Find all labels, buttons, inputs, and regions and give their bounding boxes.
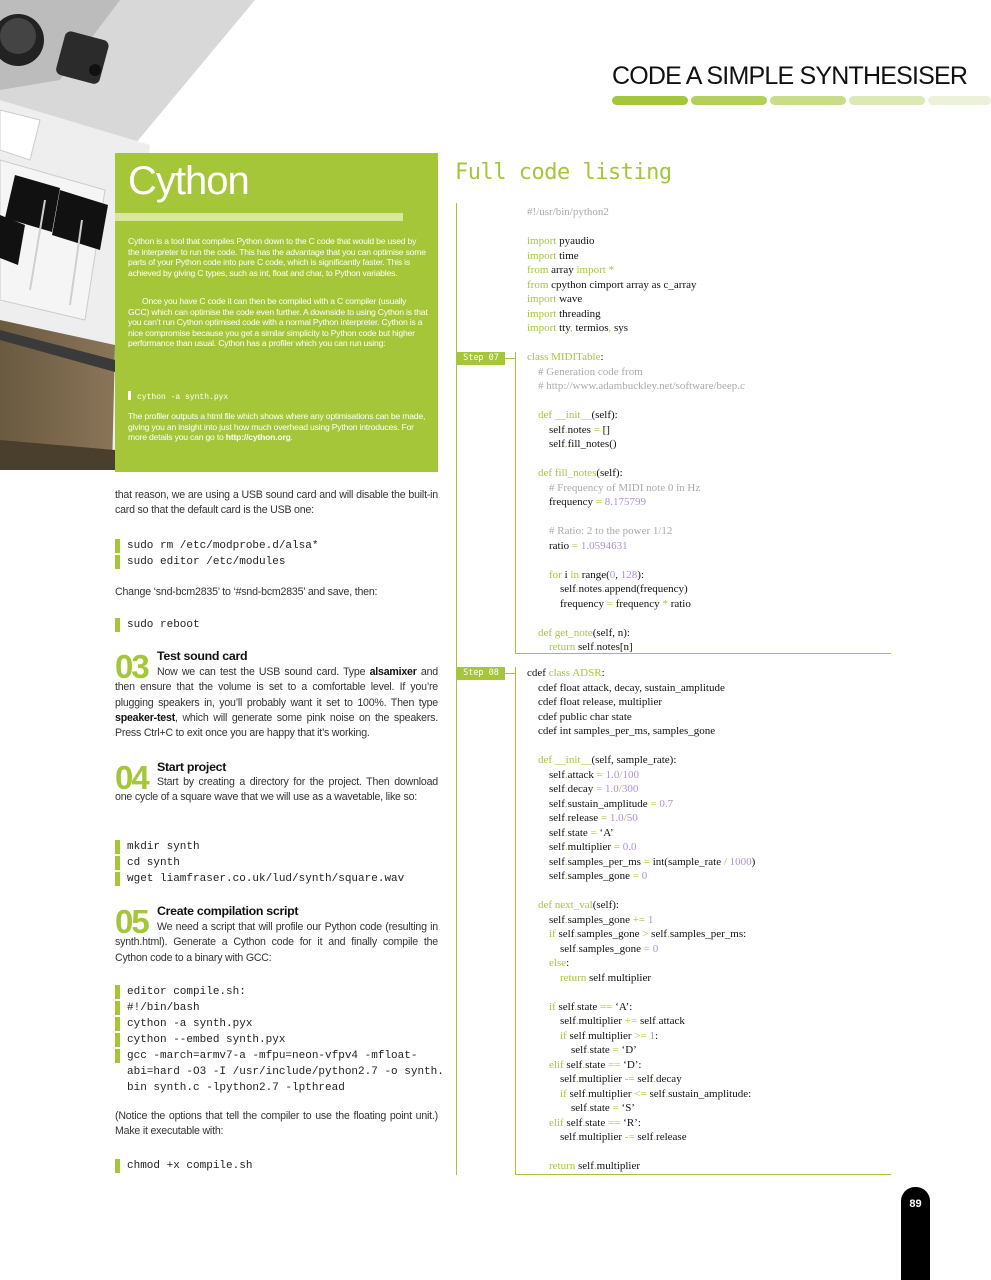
cython-sidebar: [115, 153, 438, 472]
command-line: cython --embed synth.pyx: [115, 1032, 444, 1048]
command-line-continued: abi=hard -O3 -I /usr/include/python2.7 -o synth.: [127, 1066, 444, 1078]
header-bar-4: [849, 96, 925, 105]
notice-paragraph: (Notice the options that tell the compiler to use the floating point unit.) Make it executable with:: [115, 1110, 438, 1138]
step-03-text-1: Now we can test the USB sound card. Type: [157, 666, 370, 678]
cython-p3-end: .: [290, 432, 293, 443]
step-08-bracket-bottom: [515, 1174, 891, 1175]
step-03-title: Test sound card: [157, 649, 248, 663]
step-03-bold-2: speaker-test: [115, 711, 176, 724]
cython-link[interactable]: http://cython.org: [225, 432, 291, 443]
step-08-bracket: [515, 667, 516, 1175]
code-header-block: #!/usr/bin/python2 import pyaudio import time from array import * from cpython cimport array as c_array import wave import threading import tty, termios, sys: [527, 206, 697, 334]
command-line: editor compile.sh:: [115, 984, 444, 1000]
cython-paragraph-3: [128, 411, 428, 443]
code-miditable-class: class MIDITable: # Generation code from # http://www.adambuckley.net/software/beep.c def __init__(self): self.notes = [] self.fill_notes() def fill_notes(self): # Frequency of MIDI note 0 in Hz frequency = 8.175799 # Ratio: 2 to the power 1/12 ratio = 1.0594631 for i in range(0, 128): self.notes.append(frequency) frequency = frequency * ratio def get_note(self, n): return self.notes[n]: [527, 351, 745, 653]
step-03-body: [115, 665, 438, 741]
step-08-tag: Step 08: [457, 667, 505, 680]
header-progress-bars: [612, 96, 991, 105]
command-line: cd synth: [115, 855, 404, 871]
step-05-number: 05: [115, 903, 148, 940]
cython-title: Cython: [128, 159, 249, 203]
cython-title-rule: [115, 213, 403, 221]
code-listing-title: Full code listing: [455, 160, 672, 185]
page-number-tab: [901, 1187, 930, 1280]
step-05-title: Create compilation script: [157, 904, 299, 918]
command-line: mkdir synth: [115, 839, 404, 855]
command-block-1: [115, 538, 318, 570]
code-adsr-class: cdef class ADSR: cdef float attack, decay, sustain_amplitude cdef float release, multiplier cdef public char state cdef int samples_per_ms, samples_gone def __init__(self, sample_rate): self.attack = 1.0/100 self.decay = 1.0/300 self.sustain_amplitude = 0.7 self.release = 1.0/50 self.state = ‘A’ self.multiplier = 0.0 self.samples_per_ms = int(sample_rate / 1000) self.samples_gone = 0 def next_val(self): self.samples_gone += 1 if self.samples_gone > self.samples_per_ms: self.samples_gone = 0 else: return self.multiplier if self.state == ‘A’: self.multiplier += self.attack if self.multiplier >= 1: self.state = ‘D’ elif self.state == ‘D’: self.multiplier -= self.decay if self.multiplier <= self.sustain_amplitude: self.state = ‘S’ elif self.state == ‘R’: self.multiplier -= self.release return self.multiplier: [527, 667, 756, 1172]
step-03-text-3: , which will generate some pink noise on the speakers. Press Ctrl+C to exit once you are happy that it’s working.: [115, 711, 438, 740]
command-line: chmod +x compile.sh: [115, 1158, 252, 1174]
step-03-number: 03: [115, 648, 148, 685]
step-04-body: Start by creating a directory for the project. Then download one cycle of a square wave that we will use as a wavetable, like so:: [115, 776, 438, 804]
step-08-connector: [505, 673, 515, 674]
page-number: 89: [909, 1198, 922, 1210]
cython-paragraph-1: Cython is a tool that compiles Python down to the C code that would be used by the interpreter to run the code. This has the advantage that you can optimise some parts of your Python code into pure C code, which is significantly faster. This is achieved by giving C types, such as int, float and char, to Python variables.: [128, 236, 426, 278]
command-block-2: [115, 617, 200, 633]
command-line-continued: bin synth.c -lpython2.7 -lpthread: [127, 1082, 345, 1094]
command-line: cython -a synth.pyx: [115, 1016, 444, 1032]
cython-command: [128, 391, 228, 402]
command-line: wget liamfraser.co.uk/lud/synth/square.wav: [115, 871, 404, 887]
step-03-text-2: and then ensure that the volume is set to a comfortable level. If you’re plugging speakers in, you’ll probably want it set to 100%. Then type: [115, 666, 438, 709]
step-05-body: We need a script that will profile our Python code (resulting in synth.html). Generate a Cython code for it and finally compile the Cython code to a binary with GCC:: [115, 921, 438, 964]
header-bar-5: [928, 96, 991, 105]
step-04-number: 04: [115, 759, 148, 796]
command-line: sudo reboot: [115, 617, 200, 633]
command-block-5: [115, 1158, 252, 1174]
command-line: sudo rm /etc/modprobe.d/alsa*: [115, 538, 318, 554]
intro-paragraph: that reason, we are using a USB sound card and will disable the built-in card so that the default card is the USB one:: [115, 489, 438, 517]
step-07-bracket: [515, 352, 516, 654]
page-header-title: CODE A SIMPLE SYNTHESISER: [612, 62, 968, 90]
command-block-3: [115, 839, 404, 887]
step-04-title: Start project: [157, 760, 227, 774]
listing-left-rule: [456, 203, 457, 1175]
header-bar-1: [612, 96, 688, 105]
header-bar-2: [691, 96, 767, 105]
command-block-4: [115, 984, 444, 1096]
change-paragraph: Change ‘snd-bcm2835’ to ‘#snd-bcm2835’ and save, then:: [115, 586, 378, 598]
cython-command-text: cython -a synth.pyx: [137, 393, 229, 402]
cython-paragraph-2: Once you have C code it can then be compiled with a C compiler (usually GCC) which can optimise the code even further. A downside to using Cython is that you can’t run Cython optimised code with a normal Python interpreter. Cython is a nice compromise because you get a similar simplicity to Python code but higher performance than usual. Cython has a profiler which you can run using:: [128, 296, 428, 349]
command-line: sudo editor /etc/modules: [115, 554, 318, 570]
step-03-bold-1: alsamixer: [369, 666, 417, 678]
step-07-connector: [505, 358, 515, 359]
command-line: #!/bin/bash: [115, 1000, 444, 1016]
command-line: gcc -march=armv7-a -mfpu=neon-vfpv4 -mfloat-: [115, 1048, 444, 1064]
step-07-tag: Step 07: [457, 352, 505, 365]
header-bar-3: [770, 96, 846, 105]
cython-p3-text: The profiler outputs a html file which shows where any optimisations can be made, giving you an insight into just how much overhead using Python introduces. For more details you can go to: [128, 411, 426, 443]
